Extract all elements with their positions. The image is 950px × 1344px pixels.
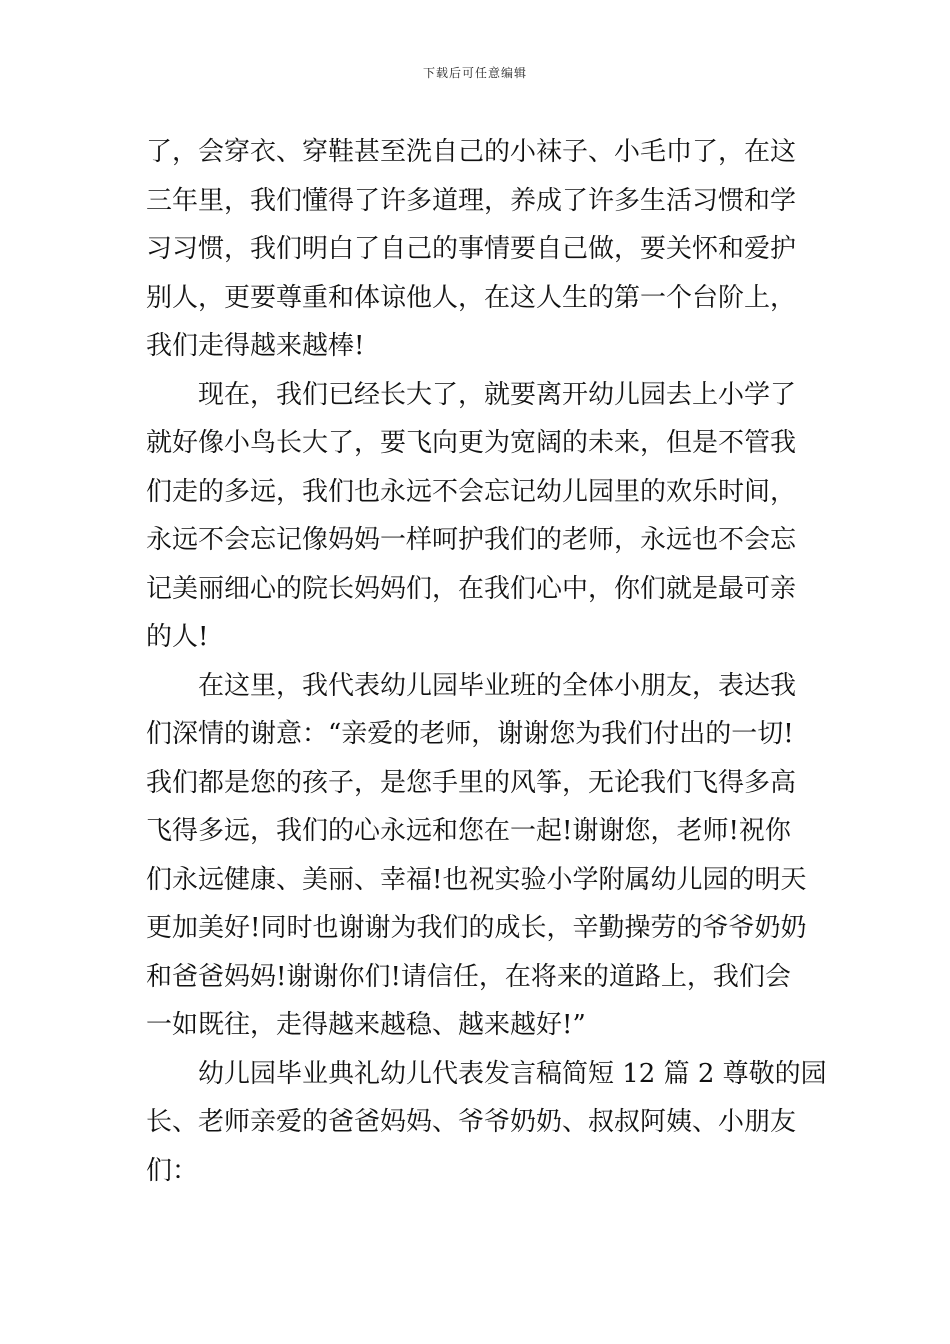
text-line: 记美丽细心的院长妈妈们，在我们心中，你们就是最可亲 — [146, 573, 797, 604]
text-line: 的人! — [146, 622, 209, 652]
text-line: 和爸爸妈妈!谢谢你们!请信任，在将来的道路上，我们会 — [146, 961, 791, 992]
text-line: 三年里，我们懂得了许多道理，养成了许多生活习惯和学 — [146, 185, 797, 216]
paragraph-start-line: 在这里，我代表幼儿园毕业班的全体小朋友，表达我 — [198, 670, 797, 701]
text-line: 了，会穿衣、穿鞋甚至洗自己的小袜子、小毛巾了，在这 — [146, 137, 797, 167]
text-line: 习习惯，我们明白了自己的事情要自己做，要关怀和爱护 — [146, 234, 797, 264]
text-line: 我们走得越来越棒! — [146, 331, 365, 361]
text-line: 就好像小鸟长大了，要飞向更为宽阔的未来，但是不管我 — [146, 428, 797, 458]
text-line: 我们都是您的孩子，是您手里的风筝，无论我们飞得多高 — [146, 767, 797, 798]
text-line: 一如既往，走得越来越稳、越来越好!” — [146, 1010, 586, 1040]
text-line: 更加美好!同时也谢谢为我们的成长，辛勤操劳的爷爷奶奶 — [146, 913, 807, 943]
text-line: 永远不会忘记像妈妈一样呵护我们的老师，永远也不会忘 — [146, 525, 797, 555]
paragraph-start-line: 现在，我们已经长大了，就要离开幼儿园去上小学了 — [198, 379, 797, 410]
text-line: 飞得多远，我们的心永远和您在一起!谢谢您，老师!祝你 — [146, 816, 791, 846]
page-header: 下载后可任意编辑 — [422, 66, 527, 80]
text-line: 们永远健康、美丽、幸福!也祝实验小学附属幼儿园的明天 — [146, 864, 807, 895]
text-line: 别人，更要尊重和体谅他人，在这人生的第一个台阶上， — [146, 282, 797, 313]
text-line: 们： — [146, 1155, 199, 1186]
text-line: 们走的多远，我们也永远不会忘记幼儿园里的欢乐时间， — [146, 476, 797, 507]
text-line: 们深情的谢意：“亲爱的老师，谢谢您为我们付出的一切! — [146, 719, 794, 749]
text-line: 长、老师亲爱的爸爸妈妈、爷爷奶奶、叔叔阿姨、小朋友 — [146, 1107, 797, 1137]
paragraph-start-line: 幼儿园毕业典礼幼儿代表发言稿简短 12 篇 2 尊敬的园 — [198, 1058, 827, 1089]
document-body — [146, 128, 827, 1195]
